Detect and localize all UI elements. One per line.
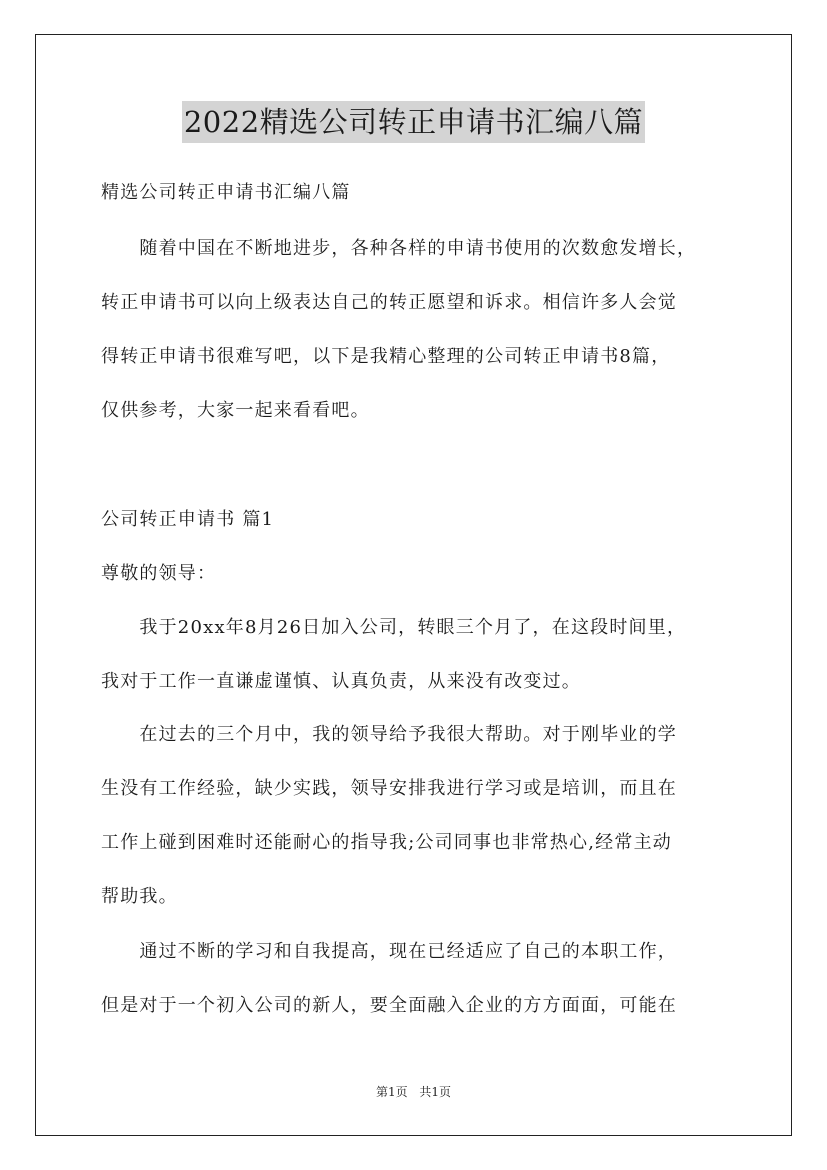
paragraph-line: 转正申请书可以向上级表达自己的转正愿望和诉求。相信许多人会觉 bbox=[101, 292, 677, 313]
paragraph-line: 帮助我。 bbox=[101, 886, 178, 907]
paragraph-line: 生没有工作经验，缺少实践，领导安排我进行学习或是培训，而且在 bbox=[101, 778, 677, 799]
page-number: 第1页 bbox=[375, 1085, 408, 1099]
paragraph-line: 但是对于一个初入公司的新人，要全面融入企业的方方面面，可能在 bbox=[101, 995, 677, 1016]
paragraph-line: 仅供参考，大家一起来看看吧。 bbox=[101, 400, 370, 421]
paragraph-line: 在过去的三个月中，我的领导给予我很大帮助。对于刚毕业的学 bbox=[101, 724, 677, 745]
page-footer bbox=[0, 1084, 827, 1100]
paragraph-line: 我于20xx年8月26日加入公司，转眼三个月了，在这段时间里， bbox=[101, 617, 687, 638]
document-title-text: 2022精选公司转正申请书汇编八篇 bbox=[182, 101, 645, 143]
document-title bbox=[0, 101, 827, 143]
page-total: 共1页 bbox=[419, 1085, 452, 1099]
paragraph-line: 通过不断的学习和自我提高，现在已经适应了自己的本职工作， bbox=[101, 941, 677, 962]
paragraph-line: 工作上碰到困难时还能耐心的指导我;公司同事也非常热心,经常主动 bbox=[101, 832, 672, 853]
salutation: 尊敬的领导： bbox=[101, 563, 217, 584]
subtitle-line: 精选公司转正申请书汇编八篇 bbox=[101, 182, 351, 203]
paragraph-line: 我对于工作一直谦虚谨慎、认真负责，从来没有改变过。 bbox=[101, 671, 581, 692]
paragraph-line: 随着中国在不断地进步，各种各样的申请书使用的次数愈发增长， bbox=[101, 238, 697, 259]
paragraph-line: 得转正申请书很难写吧，以下是我精心整理的公司转正申请书8篇， bbox=[101, 346, 671, 367]
section-heading: 公司转正申请书 篇1 bbox=[101, 509, 275, 530]
